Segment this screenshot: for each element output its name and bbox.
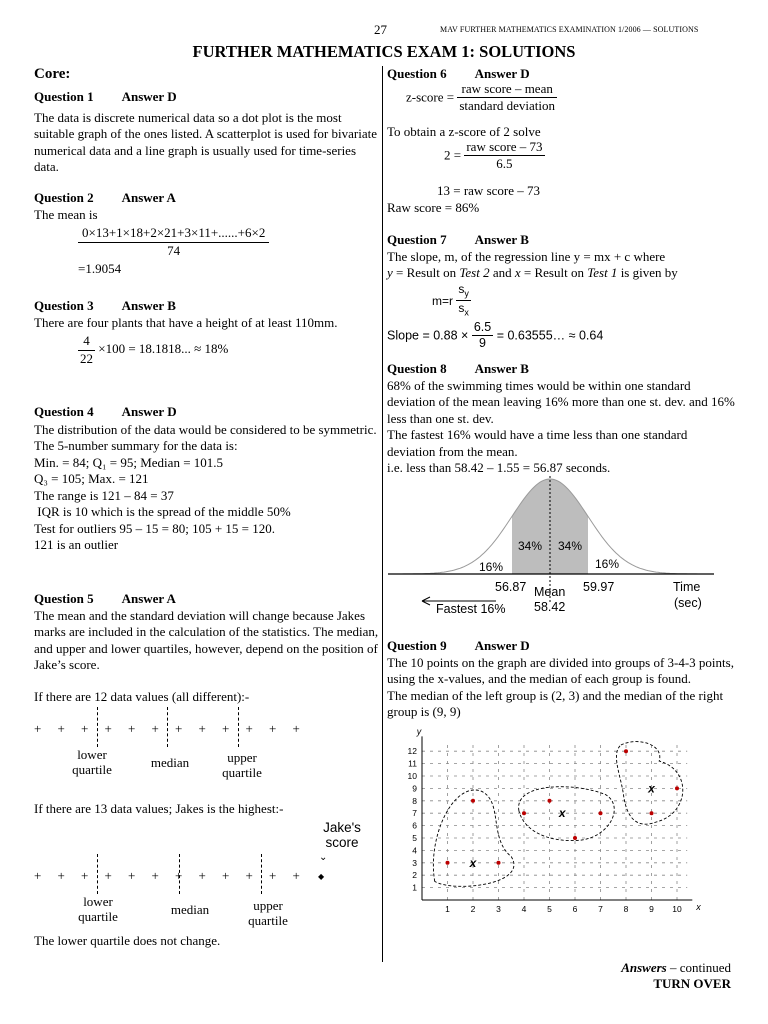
data-value-mark: + — [269, 721, 277, 736]
y-tick-label: 8 — [412, 795, 417, 806]
q5-answer: Answer A — [121, 591, 176, 606]
y-tick-label: 11 — [408, 758, 417, 769]
q3-text: There are four plants that have a height of at least 110mm. — [34, 314, 338, 330]
running-title: MAV FURTHER MATHEMATICS EXAMINATION 1/2006 — SOLUTIONS — [440, 25, 699, 34]
x-tick-label: 1 — [445, 904, 450, 914]
lower-quartile-label-12: lower quartile — [72, 747, 112, 777]
data-value-mark: + — [81, 721, 89, 736]
x-tick-label: 3 — [496, 904, 501, 914]
q3-answer: Answer B — [121, 298, 176, 313]
data-value-mark: + — [57, 721, 65, 736]
q5-conclusion: The lower quartile does not change. — [34, 933, 221, 948]
y-tick-label: 1 — [412, 882, 417, 893]
data-point — [624, 749, 628, 753]
quartile-divider — [167, 707, 168, 747]
mean-value: 58.42 — [534, 600, 566, 614]
data-value-mark: + — [151, 721, 159, 736]
q1-answer: Answer D — [121, 89, 177, 104]
q4-line-1: The 5-number summary for the data is: — [34, 438, 238, 453]
tick-5997: 59.97 — [583, 580, 615, 594]
x-tick-label: 2 — [470, 904, 476, 914]
data-value-mark: + — [269, 868, 277, 883]
data-point — [497, 861, 501, 865]
label-34-right: 34% — [558, 539, 583, 553]
jakes-arrow: ⌄ — [319, 852, 328, 863]
sec-label: (sec) — [674, 596, 702, 610]
scatter-plot — [386, 726, 736, 932]
q3-calc: ×100 = 18.1818... ≈ 18% — [98, 340, 229, 356]
q5-label: Question 5 — [34, 591, 94, 606]
data-value-mark: + — [222, 868, 230, 883]
jakes-score-dot: ◆ — [318, 872, 325, 881]
data-value-mark: + — [151, 868, 159, 883]
q6-equation: 2 = $\frac{\text{raw score – 73}}{6.5}$ — [444, 139, 543, 171]
median-marker: x — [648, 781, 655, 796]
data-point — [573, 836, 577, 840]
fastest-label: Fastest 16% — [436, 602, 506, 616]
y-tick-label: 7 — [412, 808, 417, 819]
data-value-mark: + — [175, 868, 183, 883]
median-label-13: median — [170, 902, 210, 917]
data-value-mark: + — [198, 868, 206, 883]
quartile-divider — [97, 707, 98, 747]
data-point — [599, 811, 603, 815]
question-1 — [34, 89, 379, 176]
quartile-divider — [261, 854, 262, 894]
q3-fraction: $\frac{4}{22}$ — [80, 333, 93, 366]
q2-answer: Answer A — [121, 190, 176, 205]
q7-formula-m: m=r $\frac{s_y}{s_x}$ — [432, 282, 469, 318]
data-value-mark: + — [104, 721, 112, 736]
y-tick-label: 10 — [407, 771, 417, 781]
upper-quartile-label-13: upper quartile — [248, 898, 288, 928]
q9-label: Question 9 — [387, 638, 447, 653]
y-tick-label: 9 — [412, 783, 417, 794]
footer-turn-over: TURN OVER — [653, 976, 731, 991]
q4-answer: Answer D — [121, 404, 177, 419]
question-8 — [387, 361, 737, 477]
data-value-mark: + — [292, 721, 300, 736]
lower-quartile-label-13: lower quartile — [78, 894, 118, 924]
q4-line-2: Min. = 84; Q₁ = 95; Median = 101.5 — [34, 454, 224, 470]
median-marker: x — [558, 806, 566, 821]
y-tick-label: 4 — [412, 845, 417, 856]
data-value-mark: + — [57, 868, 65, 883]
normal-distribution-diagram — [386, 474, 736, 624]
question-4 — [34, 404, 379, 554]
y-tick-label: 6 — [412, 820, 417, 831]
q7-slope: Slope = 0.88 × $\frac{6.5}{9}$ = 0.63555… ≈ 0.64 — [387, 320, 604, 350]
y-tick-label: 12 — [407, 746, 417, 757]
q7-line2: y = Result on Test 2 and x = Result on Test 1 is given by — [387, 265, 678, 280]
question-5 — [34, 591, 379, 674]
group-outline-left — [433, 790, 514, 886]
data-value-mark: + — [245, 868, 253, 883]
q4-line-6: Test for outliers 95 – 15 = 80; 105 + 15 = 120. — [34, 520, 275, 536]
page-number: 27 — [374, 22, 387, 37]
y-tick-label: 2 — [412, 870, 417, 881]
data-value-mark: + — [222, 721, 230, 736]
q1-label: Question 1 — [34, 89, 94, 104]
q4-line-4: The range is 121 – 84 = 37 — [34, 487, 174, 503]
q3-label: Question 3 — [34, 298, 94, 313]
data-value-mark: + — [128, 868, 136, 883]
core-heading: Core: — [34, 66, 71, 82]
q8-answer: Answer B — [474, 361, 529, 376]
y-tick-label: 5 — [412, 833, 417, 843]
data-value-mark: + — [81, 868, 89, 883]
x-tick-label: 8 — [623, 904, 629, 914]
data-point — [446, 861, 450, 865]
y-tick-label: 3 — [412, 857, 417, 868]
label-16-left: 16% — [479, 560, 504, 574]
q8-line1: The fastest 16% would have a time less than one standard deviation from the mean. — [387, 427, 688, 459]
data-point — [522, 811, 526, 815]
q2-result: =1.9054 — [78, 261, 122, 276]
q4-label: Question 4 — [34, 404, 94, 419]
data-value-mark: + — [245, 721, 253, 736]
q7-line1: The slope, m, of the regression line y = mx + c where — [387, 248, 666, 264]
y-axis-label: y — [416, 726, 422, 737]
data-value-mark: + — [198, 721, 206, 736]
q6-label: Question 6 — [387, 66, 447, 81]
upper-quartile-label-12: upper quartile — [222, 750, 262, 780]
jakes-score-label: Jake's score — [323, 820, 361, 850]
page-title: FURTHER MATHEMATICS EXAM 1: SOLUTIONS — [192, 42, 576, 61]
footer-continued: Answers – continued — [621, 960, 731, 975]
data-value-mark: + — [175, 721, 183, 736]
q2-label: Question 2 — [34, 190, 94, 205]
data-point — [675, 786, 679, 790]
q4-line-7: 121 is an outlier — [34, 537, 119, 552]
data-point — [548, 799, 552, 803]
question-2 — [34, 190, 379, 278]
q2-numerator: 0×13+1×18+2×21+3×11+......+6×2 — [78, 225, 269, 243]
q7-label: Question 7 — [387, 232, 447, 247]
q6-line3: 13 = raw score – 73 — [437, 183, 540, 198]
q6-raw-score: Raw score = 86% — [387, 200, 480, 215]
quartile-divider — [179, 854, 180, 894]
q4-line-3: Q₃ = 105; Max. = 121 — [34, 471, 149, 486]
q1-text: The data is discrete numerical data so a dot plot is the most suitable graph of the ones listed. A scatterplot is used for bivariate numerical data and a line graph is usually used for time-series data. — [34, 109, 377, 174]
column-divider — [382, 66, 383, 962]
data-value-mark: + — [34, 721, 42, 736]
q9-answer: Answer D — [474, 638, 530, 653]
tick-5687: 56.87 — [495, 580, 527, 594]
q6-answer: Answer D — [474, 66, 530, 81]
q2-fraction — [78, 225, 269, 259]
median-label-12: median — [150, 755, 190, 770]
question-7 — [387, 232, 737, 282]
question-3 — [34, 298, 379, 367]
q2-intro: The mean is — [34, 206, 98, 222]
x-axis-label: x — [696, 902, 701, 912]
x-tick-label: 7 — [598, 904, 603, 914]
data-value-mark: + — [292, 868, 300, 883]
q5-case-13: If there are 13 data values; Jakes is the highest:- — [34, 801, 284, 816]
x-tick-label: 9 — [649, 904, 654, 914]
quartile-divider — [97, 854, 98, 894]
x-tick-label: 5 — [547, 904, 552, 914]
median-marker: x — [469, 855, 477, 870]
data-value-mark: + — [128, 721, 136, 736]
q8-label: Question 8 — [387, 361, 447, 376]
q6-solve: To obtain a z-score of 2 solve — [387, 124, 541, 139]
q4-line-5: IQR is 10 which is the spread of the middle 50% — [34, 504, 291, 519]
data-point — [471, 799, 475, 803]
q9-line1: The median of the left group is (2, 3) and the median of the right group is (9, 9) — [387, 687, 724, 719]
mean-label: Mean — [534, 585, 566, 599]
x-tick-label: 4 — [521, 904, 527, 914]
quartile-divider — [238, 707, 239, 747]
q5-case-12: If there are 12 data values (all different):- — [34, 689, 250, 704]
q7-answer: Answer B — [474, 232, 529, 247]
q9-line0: The 10 points on the graph are divided into groups of 3-4-3 points, using the x-values, and the median of each group is found. — [387, 654, 734, 686]
x-tick-label: 10 — [672, 904, 682, 914]
data-point — [650, 811, 654, 815]
q5-text: The mean and the standard deviation will change because Jakes marks are included in the calculation of the statistics. The median, and upper and lower quartiles, however, depend on the position of Jake’s score. — [34, 607, 379, 672]
question-9 — [387, 638, 737, 721]
label-34-left: 34% — [518, 539, 543, 553]
data-value-mark: + — [104, 868, 112, 883]
q4-line-0: The distribution of the data would be considered to be symmetric. — [34, 421, 377, 437]
q8-line0: 68% of the swimming times would be within one standard deviation of the mean leaving 16% more than one st. dev. and 16% less than one st. dev. — [387, 377, 735, 426]
data-value-mark: + — [34, 868, 42, 883]
time-label: Time — [673, 580, 701, 594]
q8-line2: i.e. less than 58.42 – 1.55 = 56.87 seconds. — [387, 460, 611, 475]
q6-zscore-formula: z-score = $\frac{\text{raw score – mean}}{\text{standard deviation}}$ — [406, 81, 556, 113]
label-16-right: 16% — [595, 557, 620, 571]
q2-denominator: 74 — [167, 242, 181, 258]
x-tick-label: 6 — [572, 904, 578, 914]
